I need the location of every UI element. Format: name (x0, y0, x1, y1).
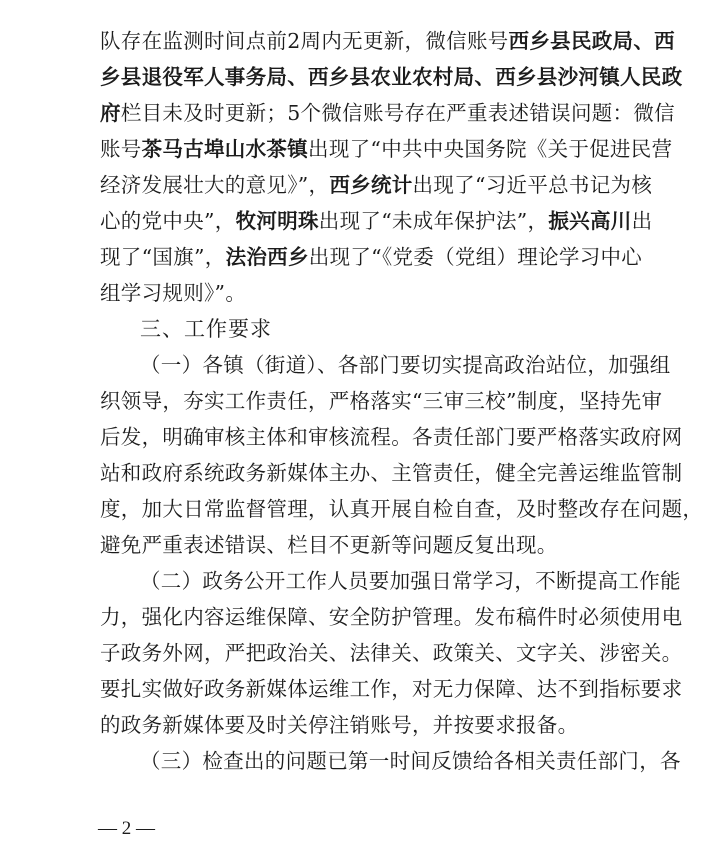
page-number: — 2 — (98, 818, 155, 839)
account-name: 茶马古埠山水茶镇 (141, 137, 309, 161)
text-line: （二）政务公开工作人员要加强日常学习，不断提高工作能 (140, 569, 681, 593)
text-line: 经济发展壮大的意见》”，西乡统计出现了“习近平总书记为核 (100, 173, 653, 197)
section-heading: 三、工作要求 (140, 317, 272, 341)
text-line: 站和政府系统政务新媒体主办、主管责任，健全完善运维监管制 (100, 461, 683, 485)
text-line: 心的党中央”，牧河明珠出现了“未成年保护法”，振兴高川出 (100, 209, 653, 233)
text-line: （一）各镇（街道）、各部门要切实提高政治站位，加强组 (140, 353, 671, 377)
text-line: 现了“国旗”，法治西乡出现了“《党委（党组）理论学习中心 (100, 245, 643, 269)
account-name: 法治西乡 (225, 245, 309, 269)
text-line: 子政务外网，严把政治关、法律关、政策关、文字关、涉密关。 (100, 641, 683, 665)
account-name: 振兴高川 (548, 209, 632, 233)
text-line: （三）检查出的问题已第一时间反馈给各相关责任部门，各 (140, 749, 681, 773)
text-line: 要扎实做好政务新媒体运维工作，对无力保障、达不到指标要求 (100, 677, 683, 701)
text-line (100, 60, 683, 94)
text-line: 账号茶马古埠山水茶镇出现了“中共中央国务院《关于促进民营 (100, 137, 673, 161)
text-line: 力，强化内容运维保障、安全防护管理。发布稿件时必须使用电 (100, 605, 683, 629)
text-line: 度，加大日常监督管理，认真开展自检自查，及时整改存在问题， (100, 497, 704, 521)
account-name: 西乡统计 (329, 173, 413, 197)
text-line: 后发，明确审核主体和审核流程。各责任部门要严格落实政府网 (100, 425, 683, 449)
text-line: 织领导，夯实工作责任，严格落实“三审三校”制度，坚持先审 (100, 389, 663, 413)
text-line: 避免严重表述错误、栏目不更新等问题反复出现。 (100, 533, 558, 557)
text-line: 组学习规则》”。 (100, 281, 247, 305)
text-line: 的政务新媒体要及时关停注销账号，并按要求报备。 (100, 713, 579, 737)
account-name: 乡县退役军人事务局、西乡县农业农村局、西乡县沙河镇人民政 (100, 65, 683, 89)
account-name: 府 (100, 101, 121, 125)
account-name: 牧河明珠 (235, 209, 319, 233)
text-line: 府栏目未及时更新；5个微信账号存在严重表述错误问题：微信 (100, 101, 675, 125)
account-name: 西乡县民政局、西 (508, 29, 675, 53)
text-line: 队存在监测时间点前2周内无更新，微信账号西乡县民政局、西 (100, 29, 675, 53)
